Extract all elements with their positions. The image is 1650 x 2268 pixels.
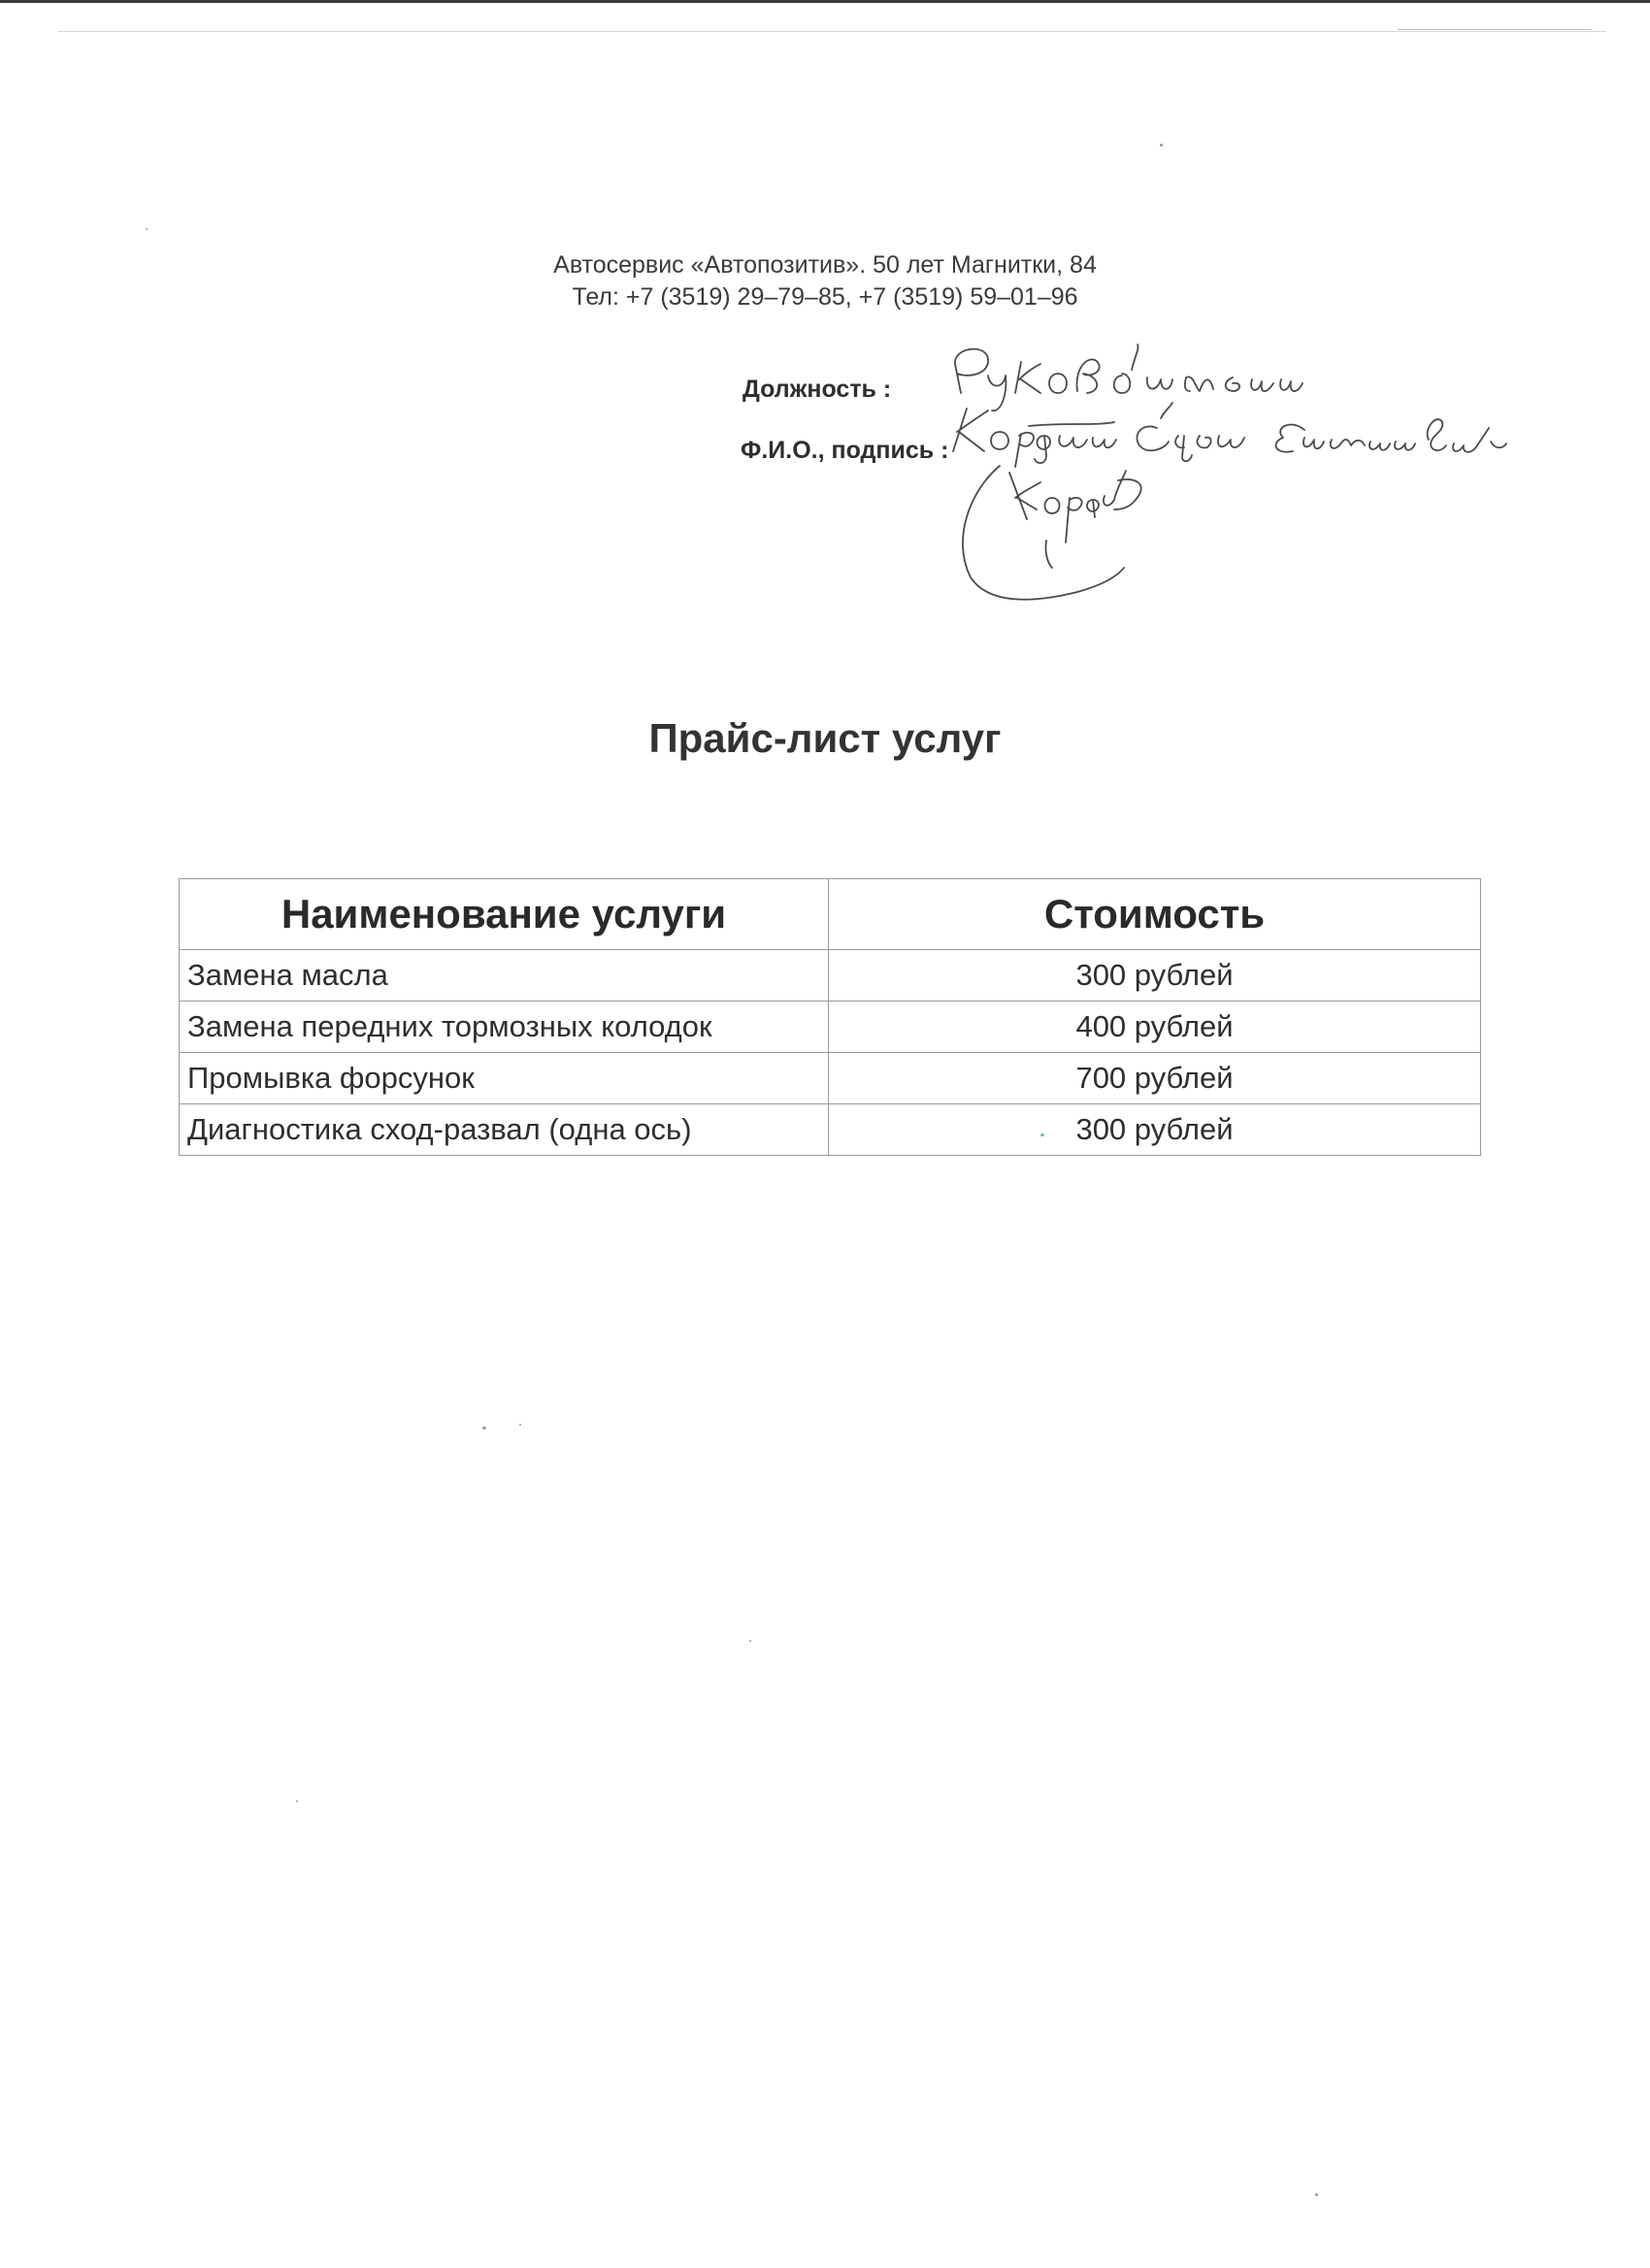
service-name-cell: Замена масла (180, 950, 829, 1002)
scan-speck (482, 1427, 486, 1430)
scan-top-edge (0, 0, 1650, 3)
header-service-name: Наименование услуги (180, 879, 829, 950)
scan-speck (1315, 2193, 1318, 2196)
service-cost-cell: 300 рублей (829, 1104, 1481, 1156)
scan-speck (749, 1640, 751, 1642)
company-address-line: Автосервис «Автопозитив». 50 лет Магнитки, 84 (553, 251, 1097, 279)
position-label: Должность : (742, 376, 892, 403)
service-cost-cell: 700 рублей (829, 1053, 1481, 1104)
fio-signature-label: Ф.И.О., подпись : (741, 437, 949, 464)
table-row (180, 1002, 1481, 1053)
table-header-row (180, 879, 1481, 950)
scan-speck (146, 228, 148, 230)
scan-rule-line (58, 31, 1606, 32)
handwritten-signature (932, 335, 1553, 616)
service-cost-cell: 300 рублей (829, 950, 1481, 1002)
header-cost: Стоимость (829, 879, 1481, 950)
scan-speck (296, 1800, 298, 1802)
company-phone-line: Тел: +7 (3519) 29–79–85, +7 (3519) 59–01–96 (572, 283, 1078, 311)
scan-speck (519, 1424, 521, 1426)
service-name-cell: Замена передних тормозных колодок (180, 1002, 829, 1053)
table-row (180, 1104, 1481, 1156)
handwritten-short-signature (963, 466, 1141, 600)
service-name-cell: Промывка форсунок (180, 1053, 829, 1104)
scan-rule-line-secondary (1398, 29, 1592, 30)
handwritten-position (955, 345, 1303, 411)
company-header (0, 249, 1650, 313)
document-title: Прайс-лист услуг (648, 715, 1002, 761)
price-table (179, 878, 1481, 1156)
table-row (180, 1053, 1481, 1104)
scan-speck (1160, 144, 1163, 147)
table-row (180, 950, 1481, 1002)
handwritten-fio (953, 403, 1506, 467)
service-cost-cell: 400 рублей (829, 1002, 1481, 1053)
service-name-cell: Диагностика сход-развал (одна ось) (180, 1104, 829, 1156)
